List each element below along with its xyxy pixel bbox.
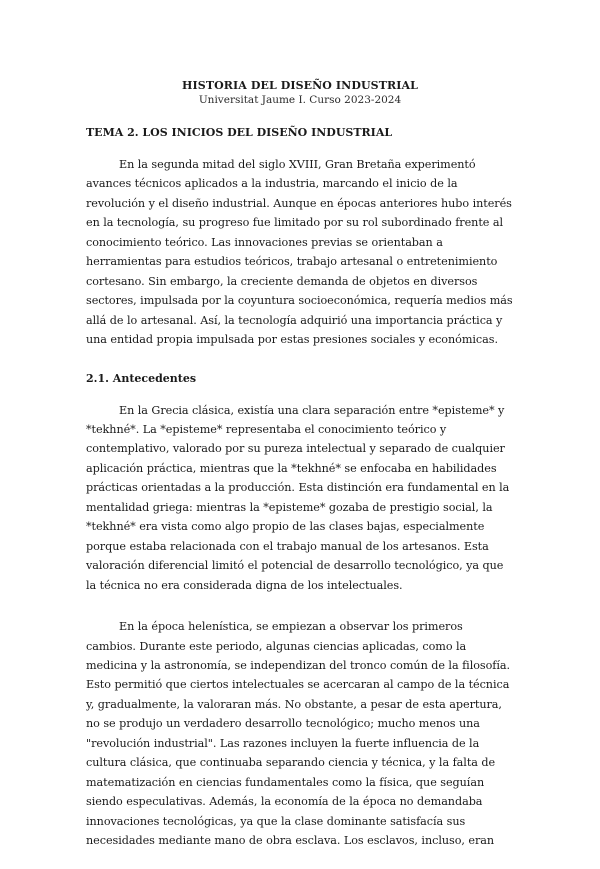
document-header xyxy=(86,79,514,107)
document-page xyxy=(86,79,514,869)
body-paragraph: En la Grecia clásica, existía una clara separación entre *episteme* y *tekhné*. La *episteme* representaba el conocimiento teórico y contemplativo, valorado por su pureza intelectual y separado de cualquier aplicación práctica, mientras que la *tekhné* se enfocaba en habilidades prácticas orientadas a la producción. Esta distinción era fundamental en la mentalidad griega: mientras la *episteme* gozaba de prestigio social, la *tekhné* era vista como algo propio de las clases bajas, especialmente porque estaba relacionada con el trabajo manual de los artesanos. Esta valoración diferencial limitó el potencial de desarrollo tecnológico, ya que la técnica no era considerada digna de los intelectuales. xyxy=(86,403,510,592)
document-subtitle: Universitat Jaume I. Curso 2023-2024 xyxy=(198,94,402,106)
intro-paragraph: En la segunda mitad del siglo XVIII, Gran Bretaña experimentó avances técnicos aplicados a la industria, marcando el inicio de la revolución y el diseño industrial. Aunque en épocas anteriores hubo interés en la tecnología, su progreso fue limitado por su rol subordinado frente al conocimiento teórico. Las innovaciones previas se orientaban a herramientas para estudios teóricos, trabajo artesanal o entretenimiento cortesano. Sin embargo, la creciente demanda de objetos en diversos sectores, impulsada por la coyuntura socioeconómica, requería medios más allá de lo artesanal. Así, la tecnología adquirió una importancia práctica y una entidad propia impulsada por estas presiones sociales y económicas. xyxy=(86,158,513,347)
document-title: HISTORIA DEL DISEÑO INDUSTRIAL xyxy=(182,79,418,92)
body-paragraph: En la época helenística, se empiezan a observar los primeros cambios. Durante este periodo, algunas ciencias aplicadas, como la medicina y la astronomía, se independizan del tronco común de la filosofía. Esto permitió que ciertos intelectuales se acercaran al campo de la técnica y, gradualmente, la valoraran más. No obstante, a pesar de esta apertura, no se produjo un verdadero desarrollo tecnológico; mucho menos una "revolución industrial". Las razones incluyen la fuerte influencia de la cultura clásica, que continuaba separando ciencia y técnica, y la falta de matematización en ciencias fundamentales como la física, que seguían siendo especulativas. Además, la economía de la época no demandaba innovaciones tecnológicas, ya que la clase dominante satisfacía sus necesidades mediante mano de obra esclava. Los esclavos, incluso, eran xyxy=(86,620,511,848)
subsection-heading: 2.1. Antecedentes xyxy=(86,371,197,385)
section-heading: TEMA 2. LOS INICIOS DEL DISEÑO INDUSTRIAL xyxy=(86,126,393,139)
